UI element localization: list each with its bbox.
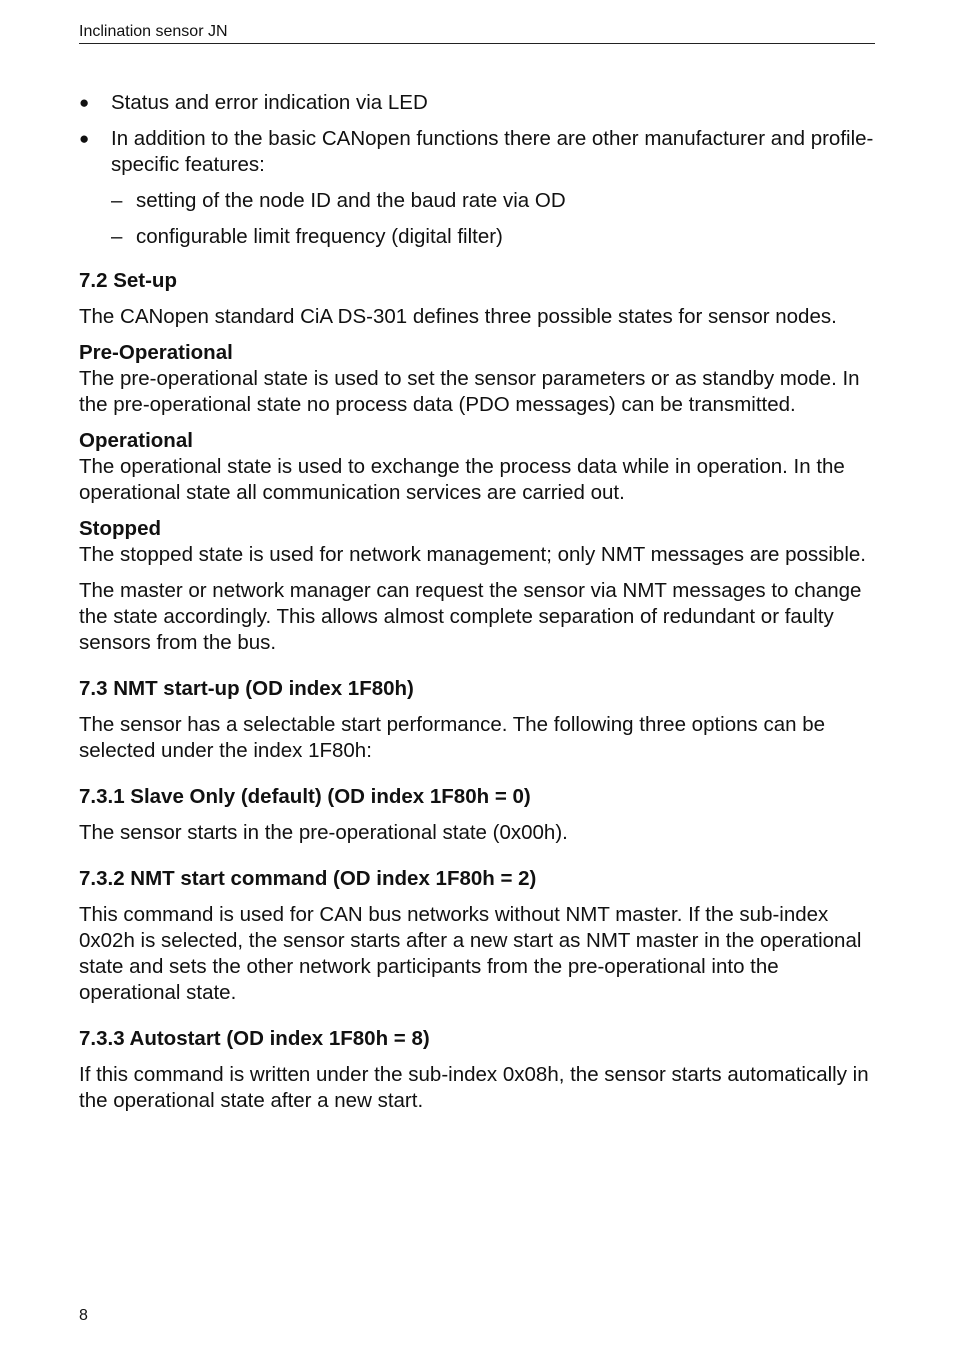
running-header bbox=[79, 22, 875, 44]
section-heading-7-2: 7.2 Set-up bbox=[79, 269, 177, 292]
section-text-7-3: The sensor has a selectable start performance. The following three options can be selected under the index 1F80h: bbox=[79, 713, 826, 762]
feature-list bbox=[79, 90, 875, 250]
feature-sub-list bbox=[111, 188, 875, 250]
sub-list-item-text: setting of the node ID and the baud rate via OD bbox=[136, 189, 566, 212]
list-item bbox=[79, 90, 875, 116]
section-text-7-3-2: This command is used for CAN bus networks without NMT master. If the sub-index 0x02h is selected, the sensor starts after a new start as NMT master in the operational state and sets the other network participants from the pre-operational into the operational state. bbox=[79, 903, 862, 1004]
list-item-text: In addition to the basic CANopen functions there are other manufacturer and profile-specific features: bbox=[111, 127, 874, 176]
list-item bbox=[79, 126, 875, 250]
section-text-7-3-3: If this command is written under the sub-index 0x08h, the sensor starts automatically in the operational state after a new start. bbox=[79, 1063, 869, 1112]
sub-list-item bbox=[111, 188, 875, 214]
section-heading-7-3: 7.3 NMT start-up (OD index 1F80h) bbox=[79, 677, 414, 700]
state-title: Operational bbox=[79, 429, 193, 452]
bullet-icon: ● bbox=[79, 93, 90, 112]
state-operational bbox=[79, 428, 875, 506]
state-title: Pre-Operational bbox=[79, 341, 233, 364]
state-description: The pre-operational state is used to set the sensor parameters or as standby mode. In the pre-operational state no process data (PDO messages) can be transmitted. bbox=[79, 367, 860, 416]
list-item-text: Status and error indication via LED bbox=[111, 91, 428, 114]
page-number: 8 bbox=[79, 1307, 88, 1324]
sub-list-item bbox=[111, 224, 875, 250]
state-stopped bbox=[79, 516, 875, 568]
sub-list-item-text: configurable limit frequency (digital filter) bbox=[136, 225, 503, 248]
section-heading-7-3-3: 7.3.3 Autostart (OD index 1F80h = 8) bbox=[79, 1027, 430, 1050]
section-heading-7-3-2: 7.3.2 NMT start command (OD index 1F80h = 2) bbox=[79, 867, 537, 890]
state-title: Stopped bbox=[79, 517, 161, 540]
bullet-icon: ● bbox=[79, 129, 90, 148]
setup-intro: The CANopen standard CiA DS-301 defines three possible states for sensor nodes. bbox=[79, 305, 837, 328]
setup-closing: The master or network manager can request the sensor via NMT messages to change the state accordingly. This allows almost complete separation of redundant or faulty sensors from the bus. bbox=[79, 579, 862, 654]
dash-icon: – bbox=[111, 189, 123, 212]
dash-icon: – bbox=[111, 225, 123, 248]
state-description: The stopped state is used for network management; only NMT messages are possible. bbox=[79, 543, 866, 566]
state-pre-operational bbox=[79, 340, 875, 418]
section-text-7-3-1: The sensor starts in the pre-operational state (0x00h). bbox=[79, 821, 568, 844]
state-description: The operational state is used to exchange the process data while in operation. In the operational state all communication services are carried out. bbox=[79, 455, 845, 504]
section-heading-7-3-1: 7.3.1 Slave Only (default) (OD index 1F80h = 0) bbox=[79, 785, 531, 808]
page-content bbox=[79, 90, 875, 1124]
document-title: Inclination sensor JN bbox=[79, 23, 228, 40]
